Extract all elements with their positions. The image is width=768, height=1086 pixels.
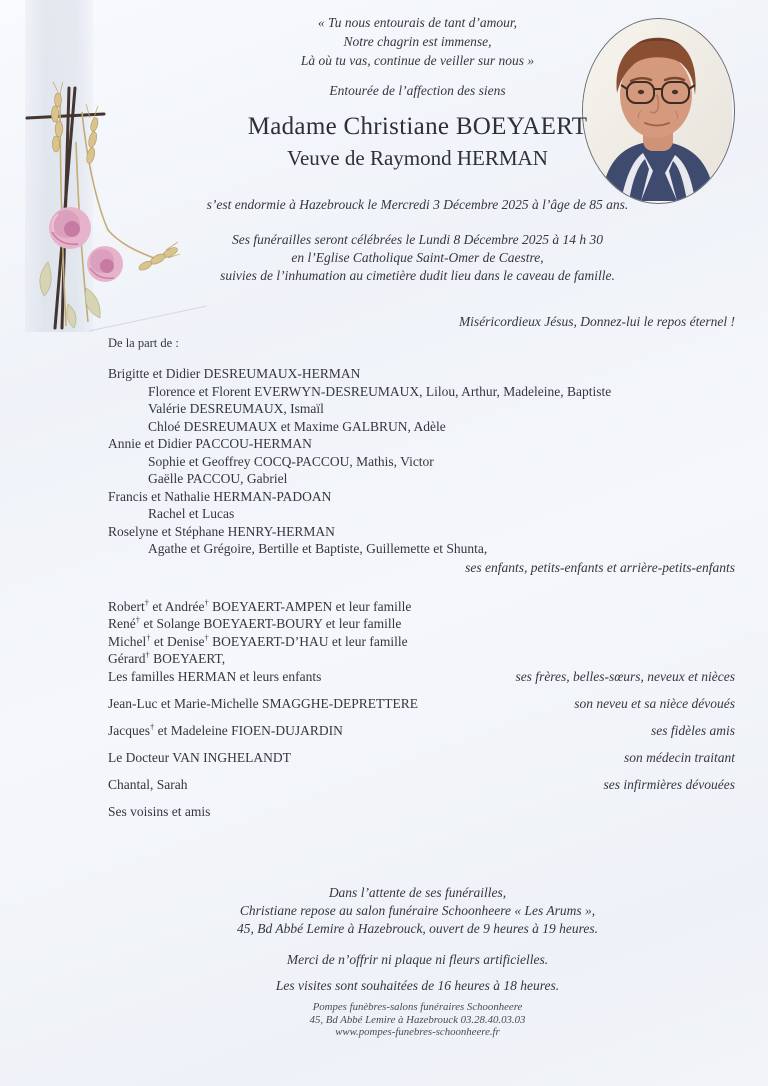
entourage-line: Entourée de l’affection des siens xyxy=(329,83,506,98)
sibling-line: Michel† et Denise† BOEYAERT-D’HAU et leur famille xyxy=(108,632,408,649)
repose-section xyxy=(100,884,735,995)
siblings-caption: ses frères, belles-sœurs, neveux et nièces xyxy=(515,668,735,684)
family-line: Chloé DESREUMAUX et Maxime GALBRUN, Adèle xyxy=(148,418,446,434)
siblings-list xyxy=(100,598,735,685)
relation-names: Jacques† et Madeleine FIOEN-DUJARDIN xyxy=(108,721,343,738)
deceased-name-title: Madame Christiane BOEYAERT xyxy=(247,113,588,140)
family-children-list xyxy=(100,365,735,558)
relation-names: Chantal, Sarah xyxy=(108,776,188,792)
sibling-last-row xyxy=(108,668,735,685)
footer-address-phone: 45, Bd Abbé Lemire à Hazebrouck 03.28.40.03.03 xyxy=(309,1013,526,1026)
family-line: Agathe et Grégoire, Bertille et Baptiste, Guillemette et Shunta, xyxy=(148,541,488,556)
prayer-line: Miséricordieux Jésus, Donnez-lui le repos éternel ! xyxy=(458,314,735,329)
other-relations-list xyxy=(100,695,735,821)
quote-line-1: « Tu nous entourais de tant d’amour, xyxy=(317,15,518,30)
funeral-line-2: en l’Eglise Catholique Saint-Omer de Caestre, xyxy=(291,250,544,265)
relation-row xyxy=(108,722,735,740)
opening-quote xyxy=(100,13,735,70)
sibling-line: René† et Solange BOEYAERT-BOURY et leur famille xyxy=(108,614,402,632)
family-line: Florence et Florent EVERWYN-DESREUMAUX, Lilou, Arthur, Madeleine, Baptiste xyxy=(148,383,612,399)
no-flowers-line: Merci de n’offrir ni plaque ni fleurs artificielles. xyxy=(286,952,549,967)
funeral-line-3: suivies de l’inhumation au cimetière dudit lieu dans le caveau de famille. xyxy=(220,268,615,283)
relation-caption: son neveu et sa nièce dévoués xyxy=(574,695,735,711)
children-caption: ses enfants, petits-enfants et arrière-petits-enfants xyxy=(465,559,735,575)
funeral-details xyxy=(100,231,735,285)
family-line: Brigitte et Didier DESREUMAUX-HERMAN xyxy=(108,366,361,381)
footer-website: www.pompes-funebres-schoonheere.fr xyxy=(335,1026,500,1039)
family-line: Roselyne et Stéphane HENRY-HERMAN xyxy=(108,523,335,539)
funeral-home-footer xyxy=(100,1001,735,1039)
sibling-line: Gérard† BOEYAERT, xyxy=(108,649,226,667)
relation-caption: ses infirmières dévouées xyxy=(603,776,735,792)
footer-company: Pompes funèbres-salons funéraires Schoonheere xyxy=(312,1001,523,1013)
family-line: Francis et Nathalie HERMAN-PADOAN xyxy=(108,488,332,504)
deceased-subtitle: Veuve de Raymond HERMAN xyxy=(287,146,548,170)
family-line: Annie et Didier PACCOU-HERMAN xyxy=(108,436,312,451)
relation-names: Ses voisins et amis xyxy=(108,803,211,819)
relation-row xyxy=(108,749,735,767)
from-label: De la part de : xyxy=(108,336,179,350)
death-notice-line: s’est endormie à Hazebrouck le Mercredi 3 Décembre 2025 à l’âge de 85 ans. xyxy=(206,197,629,212)
relation-names: Le Docteur VAN INGHELANDT xyxy=(108,749,291,765)
relation-caption: son médecin traitant xyxy=(624,749,735,765)
relation-row xyxy=(108,803,735,821)
quote-line-3: Là où tu vas, continue de veiller sur nous » xyxy=(300,53,535,68)
quote-line-2: Notre chagrin est immense, xyxy=(343,34,492,49)
family-line: Gaëlle PACCOU, Gabriel xyxy=(148,471,288,486)
family-line: Sophie et Geoffrey COCQ-PACCOU, Mathis, Victor xyxy=(148,453,434,469)
visits-line: Les visites sont souhaitées de 16 heures à 18 heures. xyxy=(275,978,560,993)
sibling-line: Les familles HERMAN et leurs enfants xyxy=(108,668,322,684)
main-column xyxy=(100,0,735,820)
repose-line-2: Christiane repose au salon funéraire Schoonheere « Les Arums », xyxy=(239,903,596,918)
relation-row xyxy=(108,776,735,794)
relation-row xyxy=(108,695,735,713)
relation-names: Jean-Luc et Marie-Michelle SMAGGHE-DEPRETTERE xyxy=(108,695,419,711)
funeral-line-1: Ses funérailles seront célébrées le Lundi 8 Décembre 2025 à 14 h 30 xyxy=(232,232,603,247)
repose-line-1: Dans l’attente de ses funérailles, xyxy=(328,885,507,900)
sibling-line: Robert† et Andrée† BOEYAERT-AMPEN et leur famille xyxy=(108,597,412,614)
family-line: Rachel et Lucas xyxy=(148,506,235,521)
family-line: Valérie DESREUMAUX, Ismaïl xyxy=(148,401,324,416)
repose-line-3: 45, Bd Abbé Lemire à Hazebrouck, ouvert de 9 heures à 19 heures. xyxy=(236,921,599,936)
relation-caption: ses fidèles amis xyxy=(651,722,735,738)
